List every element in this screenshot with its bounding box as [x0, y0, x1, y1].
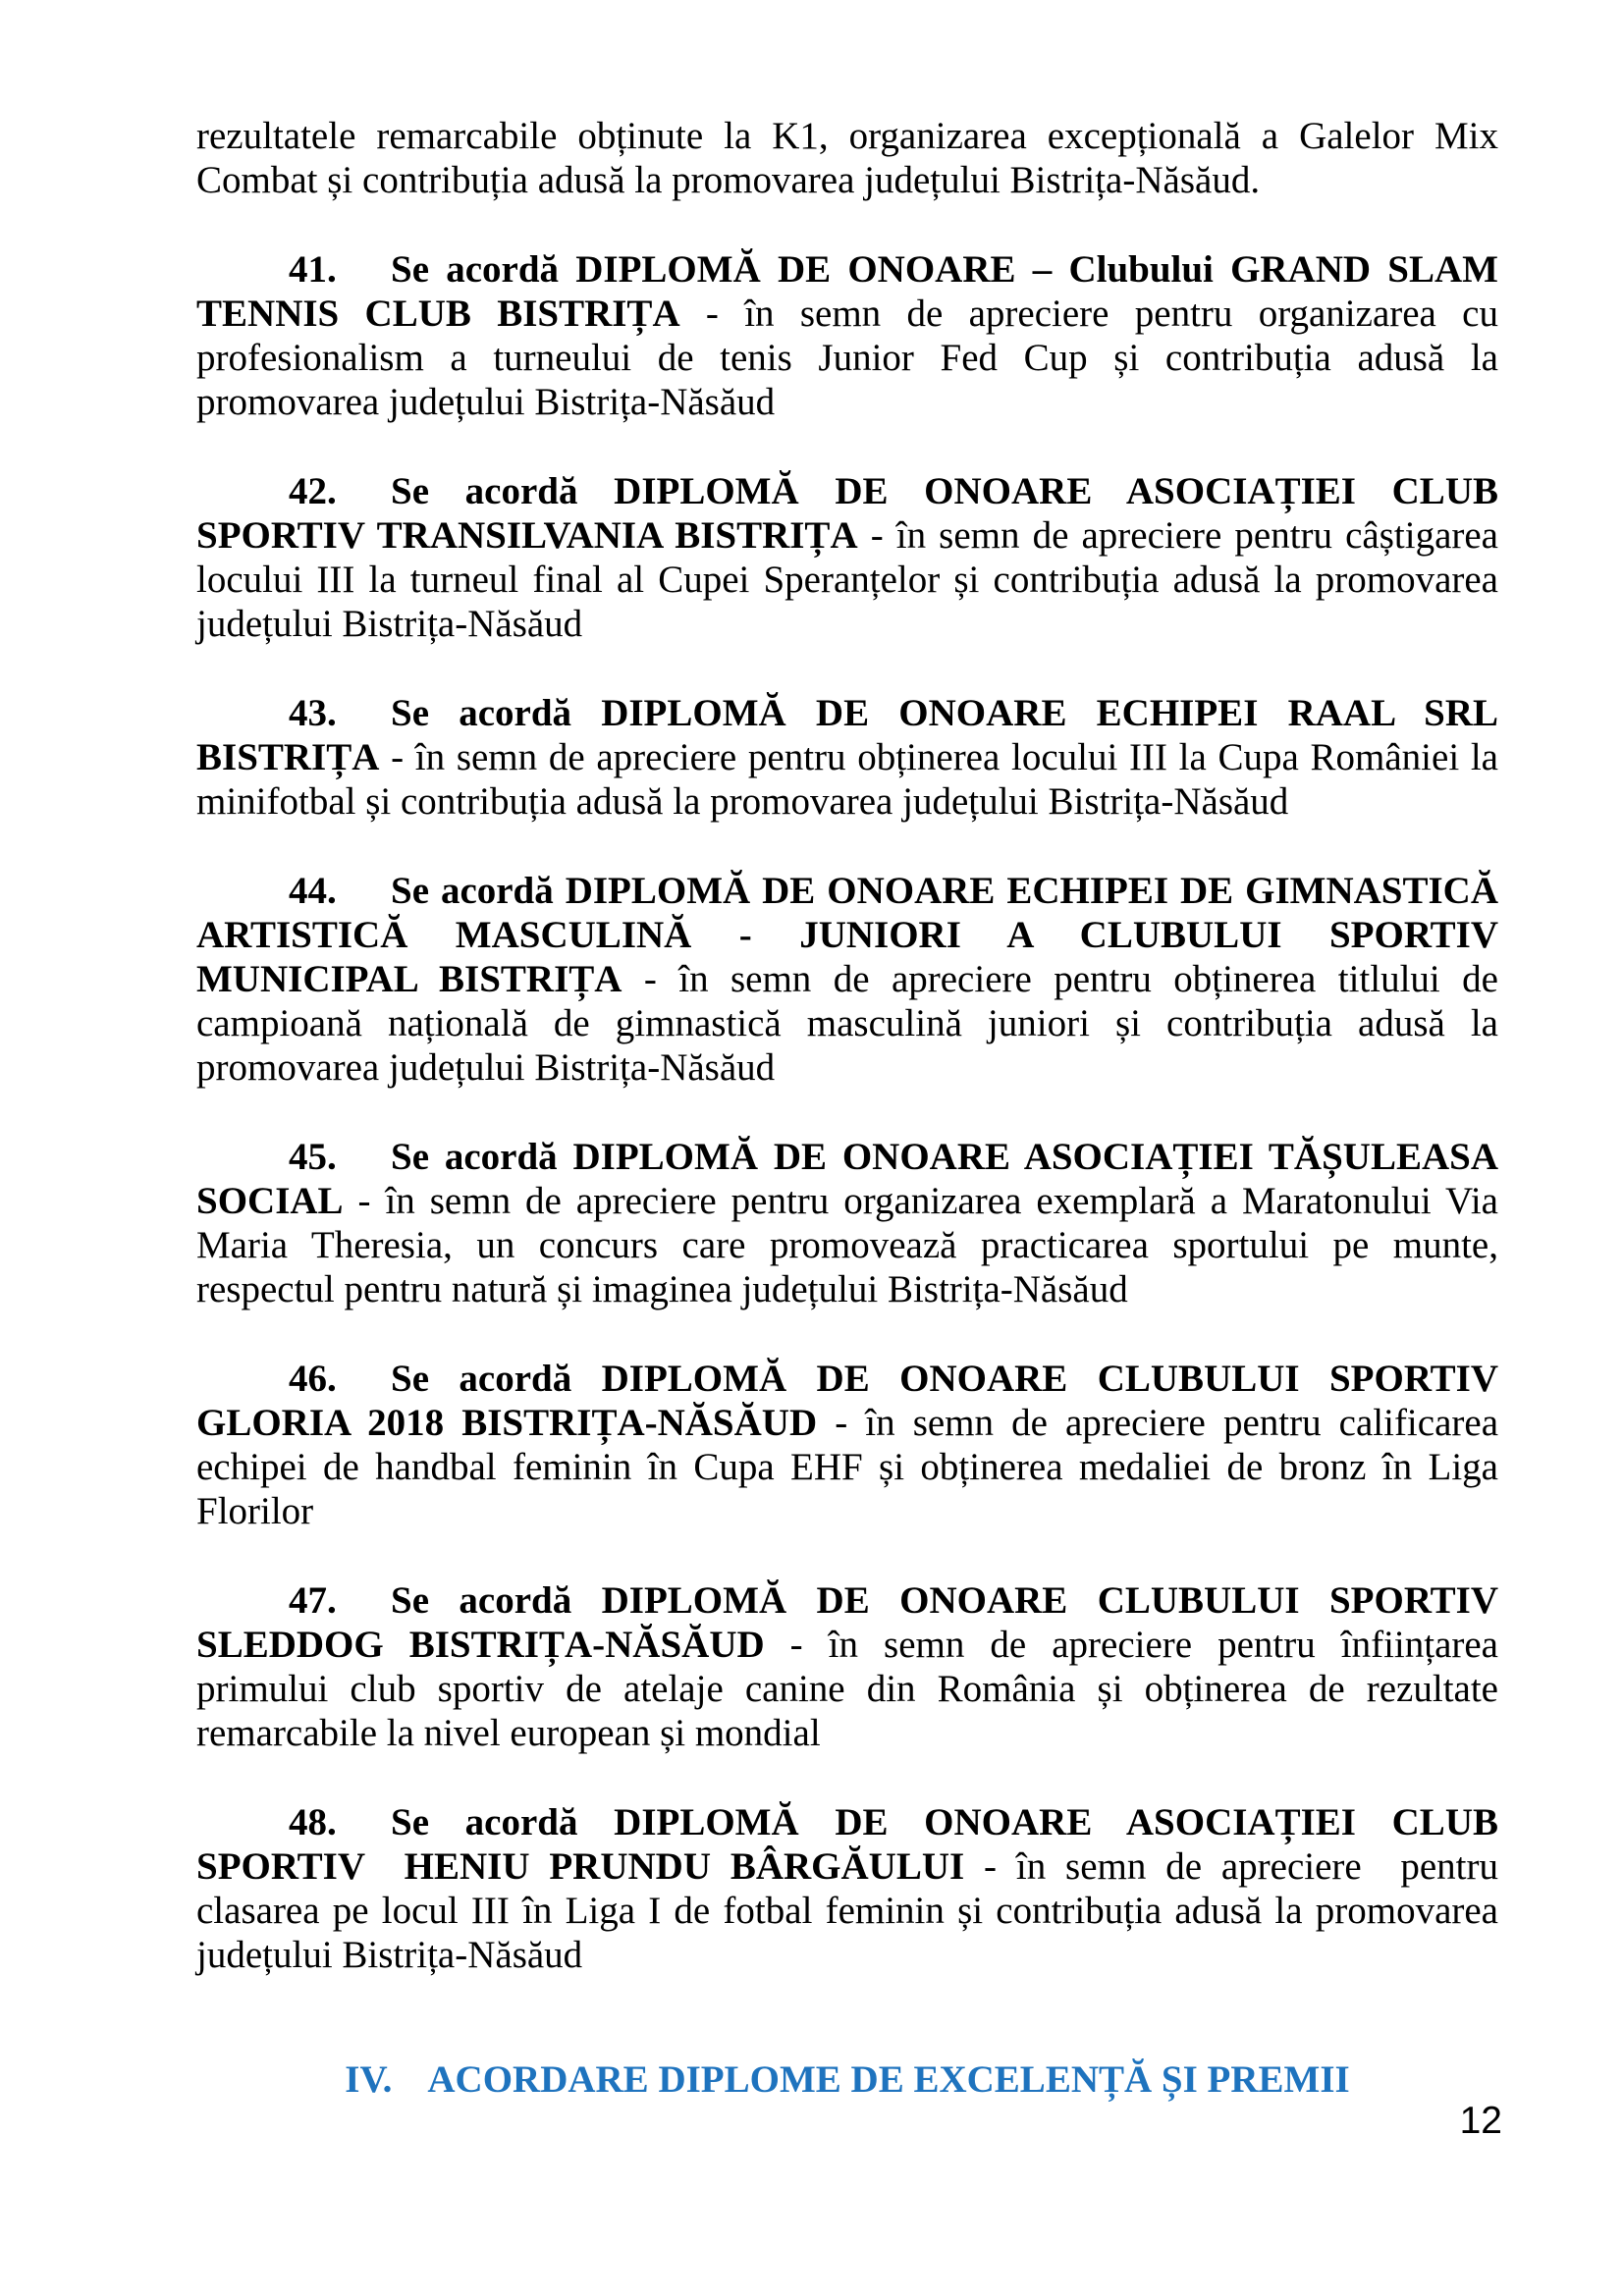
paragraph-number: 43. [289, 692, 337, 734]
paragraph-number: 47. [289, 1579, 337, 1622]
page-number: 12 [1459, 2100, 1502, 2142]
award-paragraph-43 [196, 691, 1498, 824]
paragraph-number: 42. [289, 470, 337, 512]
document-body [196, 114, 1498, 2102]
award-description: - în semn de apreciere pentru înființarea primului club sportiv de atelaje canine din România și obținerea de rezultate remarcabile la nivel european și mondial [196, 1624, 1498, 1754]
award-description: - în semn de apreciere pentru clasarea pe locul III în Liga I de fotbal feminin și contribuția adusă la promovarea județului Bistrița-Năsăud [196, 1845, 1498, 1976]
award-recipient: Se acordă DIPLOMĂ DE ONOARE ASOCIAȚIEI CLUB SPORTIV TRANSILVANIA BISTRIȚA [196, 470, 1498, 557]
section-heading-iv [196, 2057, 1498, 2102]
award-recipient: Se acordă DIPLOMĂ DE ONOARE CLUBULUI SPORTIV SLEDDOG BISTRIȚA-NĂSĂUD [196, 1579, 1498, 1666]
award-description: - în semn de apreciere pentru câștigarea locului III la turneul final al Cupei Speranțelor și contribuția adusă la promovarea județului Bistrița-Năsăud [196, 514, 1498, 645]
award-recipient: Se acordă DIPLOMĂ DE ONOARE – Clubului GRAND SLAM TENNIS CLUB BISTRIȚA [196, 248, 1498, 335]
paragraph-number: 45. [289, 1136, 337, 1178]
paragraph-number: 44. [289, 870, 337, 912]
award-recipient: Se acordă DIPLOMĂ DE ONOARE CLUBULUI SPORTIV GLORIA 2018 BISTRIȚA-NĂSĂUD [196, 1358, 1498, 1444]
award-recipient: Se acordă DIPLOMĂ DE ONOARE ASOCIAȚIEI TĂȘULEASA SOCIAL [196, 1136, 1498, 1222]
award-description: - în semn de apreciere pentru obținerea titlului de campioană națională de gimnastică masculină juniori și contribuția adusă la promovarea județului Bistrița-Năsăud [196, 958, 1498, 1089]
award-paragraph-45 [196, 1135, 1498, 1311]
paragraph-number: 41. [289, 248, 337, 291]
award-description: - în semn de apreciere pentru obținerea locului III la Cupa României la minifotbal și contribuția adusă la promovarea județului Bistrița-Năsăud [196, 736, 1498, 823]
paragraph-number: 48. [289, 1801, 337, 1843]
award-paragraph-48 [196, 1800, 1498, 1977]
section-number: IV. [345, 2058, 393, 2101]
award-description: - în semn de apreciere pentru calificarea echipei de handbal feminin în Cupa EHF și obținerea medaliei de bronz în Liga Florilor [196, 1402, 1498, 1532]
award-recipient: Se acordă DIPLOMĂ DE ONOARE ASOCIAȚIEI CLUB SPORTIV HENIU PRUNDU BÂRGĂULUI [196, 1801, 1498, 1888]
award-description: - în semn de apreciere pentru organizarea cu profesionalism a turneului de tenis Junior Fed Cup și contribuția adusă la promovarea județului Bistrița-Năsăud [196, 293, 1498, 423]
award-paragraph-42 [196, 469, 1498, 646]
award-description: - în semn de apreciere pentru organizarea exemplară a Maratonului Via Maria Theresia, un concurs care promovează practicarea sportului pe munte, respectul pentru natură și imaginea județului Bistrița-Năsăud [196, 1180, 1498, 1310]
award-paragraph-47 [196, 1578, 1498, 1755]
intro-paragraph: rezultatele remarcabile obținute la K1, organizarea excepțională a Galelor Mix Combat și contribuția adusă la promovarea județului Bistrița-Năsăud. [196, 115, 1498, 201]
paragraph-number: 46. [289, 1358, 337, 1400]
award-recipient: Se acordă DIPLOMĂ DE ONOARE ECHIPEI RAAL SRL BISTRIȚA [196, 692, 1498, 778]
award-paragraph-44 [196, 869, 1498, 1090]
section-heading-label: ACORDARE DIPLOME DE EXCELENȚĂ ȘI PREMII [427, 2058, 1350, 2101]
award-paragraph-46 [196, 1357, 1498, 1533]
award-recipient: Se acordă DIPLOMĂ DE ONOARE ECHIPEI DE GIMNASTICĂ ARTISTICĂ MASCULINĂ - JUNIORI A CLUBULUI SPORTIV MUNICIPAL BISTRIȚA [196, 870, 1498, 1000]
award-paragraph-41 [196, 247, 1498, 424]
